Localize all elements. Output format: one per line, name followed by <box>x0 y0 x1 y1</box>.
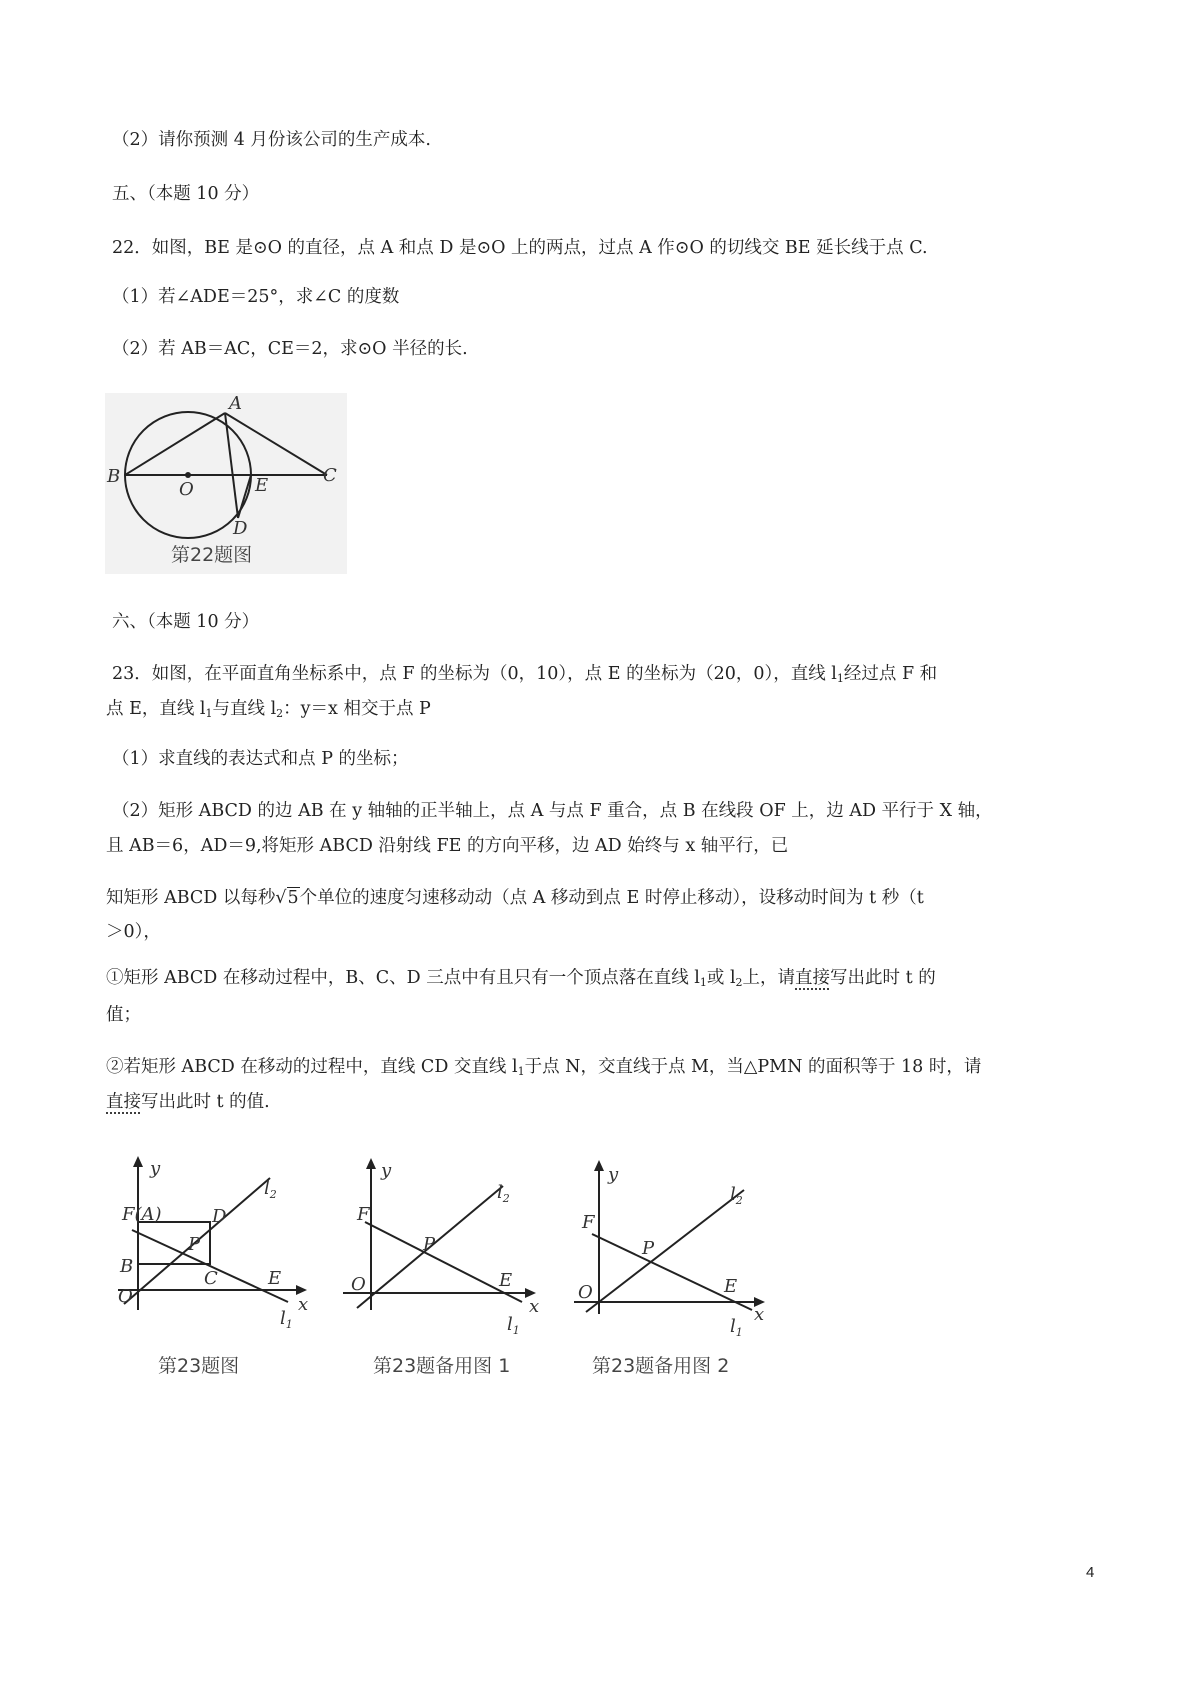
q23-part2-line2: 且 AB＝6，AD＝9,将矩形 ABCD 沿射线 FE 的方向平移，边 AD 始终与 x 轴平行，已 <box>106 836 789 856</box>
fig23-main-l1: $l_1$ <box>280 1308 293 1331</box>
fig23-alt2-p: P <box>642 1238 655 1259</box>
fig23-alt1-f: F <box>357 1204 370 1225</box>
fig23-alt2-l2: $l_2$ <box>730 1184 743 1207</box>
fig23-main-d: D <box>212 1206 227 1227</box>
fig23-alt1-o: O <box>351 1274 366 1295</box>
q23-item1-line2: 值； <box>106 1005 141 1025</box>
fig22-label-o: O <box>179 479 194 500</box>
q23-item2-line1: ②若矩形 ABCD 在移动的过程中，直线 CD 交直线 $l_1$于点 N，交直线于点 M，当△PMN 的面积等于 18 时，请 <box>106 1057 982 1078</box>
fig22-label-e: E <box>255 475 269 496</box>
fig23-alt1-l2: $l_2$ <box>497 1182 510 1205</box>
q23-part1: （1）求直线的表达式和点 P 的坐标； <box>112 749 409 769</box>
fig23-main-e: E <box>268 1268 282 1289</box>
fig22-caption: 第22题图 <box>171 544 253 566</box>
figure-22 <box>105 393 347 574</box>
fig23-alt1-caption: 第23题备用图 1 <box>373 1355 511 1377</box>
fig23-main-o: O <box>118 1286 133 1307</box>
q22-part1: （1）若∠ADE＝25°，求∠C 的度数 <box>112 287 400 307</box>
fig23-alt1-y: y <box>381 1160 392 1181</box>
fig22-label-d: D <box>233 518 248 539</box>
fig23-main-l2: $l_2$ <box>264 1178 277 1201</box>
q23-stem-line2: 点 E，直线 $l_1$与直线 $l_2$：y＝x 相交于点 P <box>106 699 431 720</box>
fig23-alt2-f: F <box>582 1212 595 1233</box>
fig22-label-c: C <box>323 465 337 486</box>
fig23-alt2-e: E <box>724 1276 738 1297</box>
q23-stem-line1: 23．如图，在平面直角坐标系中，点 F 的坐标为（0，10），点 E 的坐标为（20，0），直线 $l_1$经过点 F 和 <box>112 664 938 685</box>
fig23-alt1-x: x <box>529 1296 540 1317</box>
fig22-label-b: B <box>107 466 121 487</box>
sqrt-five: √5 <box>275 888 299 908</box>
section-five-heading: 五、（本题 10 分） <box>112 184 260 204</box>
fig23-main-b: B <box>120 1256 134 1277</box>
fig23-main-caption: 第23题图 <box>158 1355 240 1377</box>
line-q21-part2: （2）请你预测 4 月份该公司的生产成本. <box>112 130 431 150</box>
fig23-main-y: y <box>150 1158 161 1179</box>
fig23-alt2-o: O <box>578 1282 593 1303</box>
q23-part2-line1: （2）矩形 ABCD 的边 AB 在 y 轴轴的正半轴上，点 A 与点 F 重合，点 B 在线段 OF 上，边 AD 平行于 X 轴， <box>112 801 993 821</box>
fig23-alt1-p: P <box>423 1234 436 1255</box>
q22-part2: （2）若 AB＝AC，CE＝2，求⊙O 半径的长. <box>112 339 468 359</box>
fig22-label-a: A <box>229 393 242 414</box>
fig23-alt2-y: y <box>608 1164 619 1185</box>
q22-stem: 22．如图，BE 是⊙O 的直径，点 A 和点 D 是⊙O 上的两点，过点 A 作⊙O 的切线交 BE 延长线于点 C. <box>112 238 928 258</box>
q23-part2-line4: ＞0）， <box>106 922 161 942</box>
page-number: 4 <box>1086 1564 1095 1581</box>
q23-part2-line3: 知矩形 ABCD 以每秒√5个单位的速度匀速移动动（点 A 移动到点 E 时停止移动），设移动时间为 t 秒（t <box>106 888 924 908</box>
figure-23-alt1 <box>337 1150 552 1390</box>
fig23-main-p: P <box>188 1234 201 1255</box>
q23-item1-line1: ①矩形 ABCD 在移动过程中，B、C、D 三点中有且只有一个顶点落在直线 $l_1$或 $l_2$上，请直接写出此时 t 的 <box>106 968 936 989</box>
figure-23-alt2 <box>570 1150 785 1390</box>
fig23-main-c: C <box>204 1268 218 1289</box>
section-six-heading: 六、（本题 10 分） <box>112 612 260 632</box>
figure-23-main <box>112 1150 322 1390</box>
fig23-main-fa: F(A) <box>122 1204 162 1225</box>
fig23-alt2-x: x <box>754 1304 765 1325</box>
fig23-main-x: x <box>298 1294 309 1315</box>
fig23-alt2-caption: 第23题备用图 2 <box>592 1355 730 1377</box>
fig23-alt1-e: E <box>499 1270 513 1291</box>
fig23-alt2-l1: $l_1$ <box>730 1316 743 1339</box>
q23-item2-line2: 直接写出此时 t 的值. <box>106 1092 270 1112</box>
fig23-alt1-l1: $l_1$ <box>507 1314 520 1337</box>
